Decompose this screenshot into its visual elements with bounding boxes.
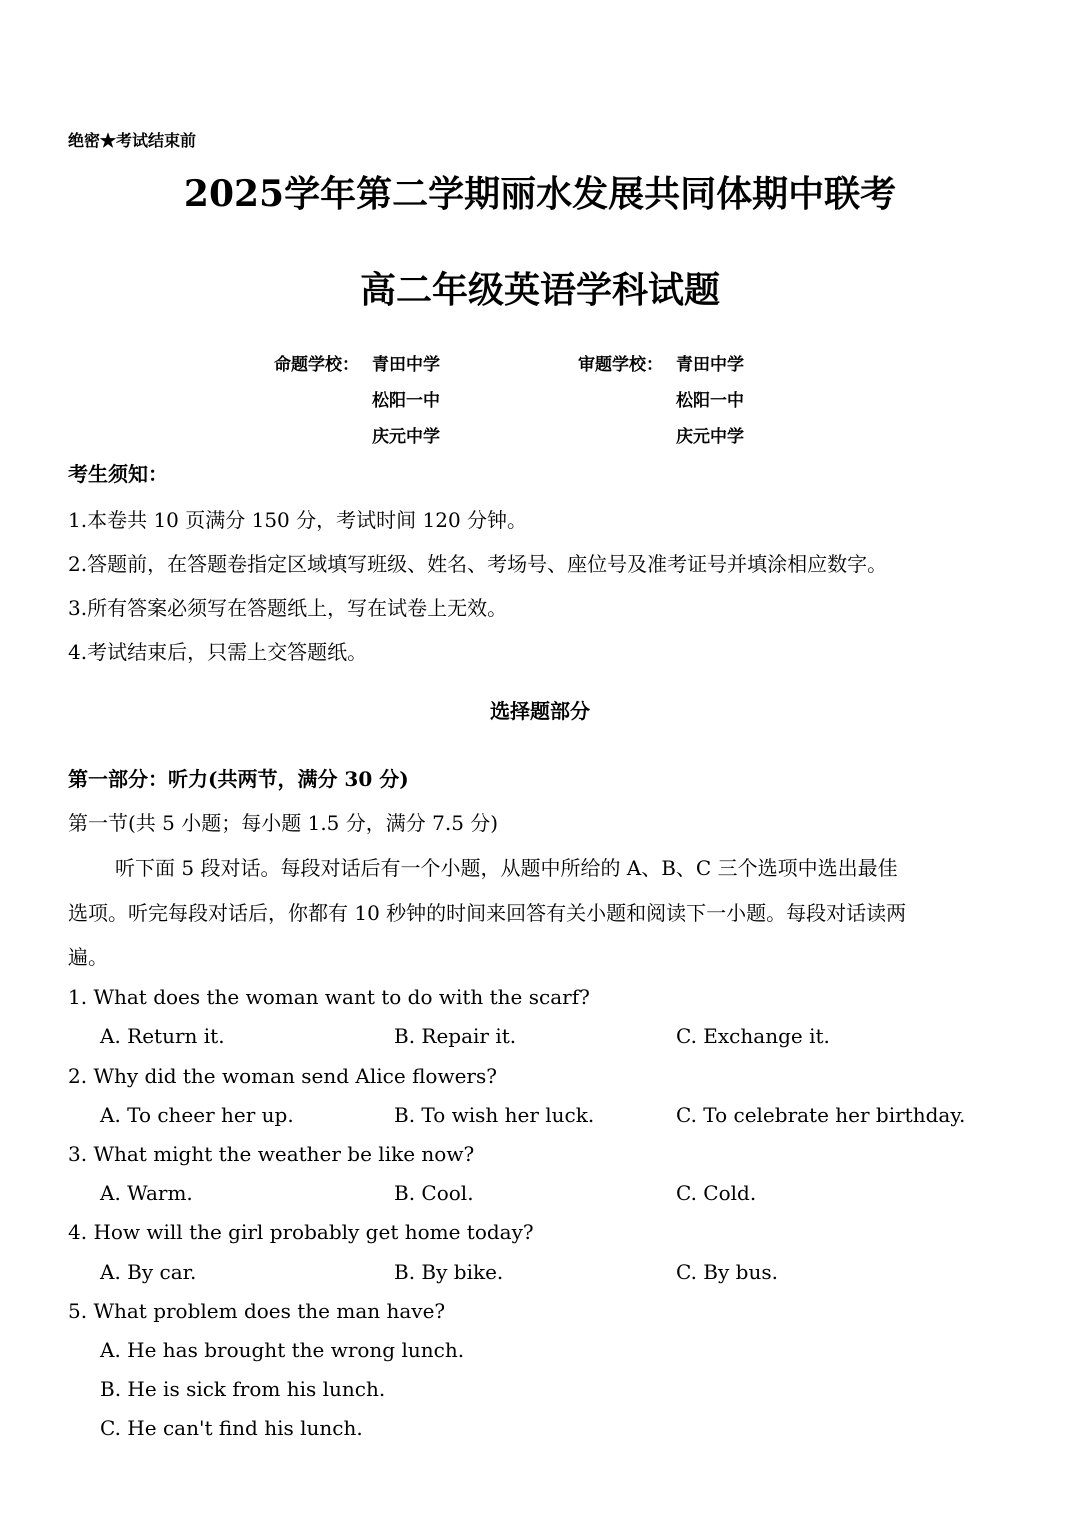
notice-item: 4.考试结束后，只需上交答题纸。 [68,640,368,664]
q2-option-a: A. To cheer her up. [100,1103,294,1127]
notice-heading: 考生须知： [68,462,168,486]
q2-option-b: B. To wish her luck. [394,1103,595,1127]
q5-option-b: B. He is sick from his lunch. [100,1377,386,1401]
instruction-line: 听下面 5 段对话。每段对话后有一个小题，从题中所给的 A、B、C 三个选项中选出最佳 [115,856,898,880]
q1-option-a: A. Return it. [100,1024,225,1048]
author-school-1: 青田中学 [372,355,440,375]
instruction-line: 选项。听完每段对话后，你都有 10 秒钟的时间来回答有关小题和阅读下一小题。每段对话读两 [68,901,907,925]
question-2: 2. Why did the woman send Alice flowers? [68,1064,497,1088]
review-school-2: 松阳一中 [676,391,744,411]
question-1: 1. What does the woman want to do with the scarf? [68,985,590,1009]
exam-subtitle: 高二年级英语学科试题 [359,269,720,311]
review-school-1: 青田中学 [676,355,744,375]
exam-title: 2025学年第二学期丽水发展共同体期中联考 [183,173,897,215]
part-heading: 第一部分：听力(共两节，满分 30 分) [68,767,409,791]
notice-item: 1.本卷共 10 页满分 150 分，考试时间 120 分钟。 [68,508,528,532]
q5-option-c: C. He can't find his lunch. [100,1416,363,1440]
question-4: 4. How will the girl probably get home today? [68,1220,534,1244]
q3-option-b: B. Cool. [394,1181,474,1205]
instruction-line: 遍。 [68,945,108,969]
q1-option-c: C. Exchange it. [676,1024,830,1048]
question-3: 3. What might the weather be like now? [68,1142,475,1166]
confidential-mark: 绝密★考试结束前 [68,131,197,150]
subsection-heading: 第一节(共 5 小题；每小题 1.5 分，满分 7.5 分) [68,811,499,835]
section-title: 选择题部分 [490,699,590,723]
notice-item: 3.所有答案必须写在答题纸上，写在试卷上无效。 [68,596,508,620]
q5-option-a: A. He has brought the wrong lunch. [100,1338,465,1362]
question-5: 5. What problem does the man have? [68,1299,446,1323]
q3-option-a: A. Warm. [100,1181,193,1205]
author-school-2: 松阳一中 [372,391,440,411]
author-school-3: 庆元中学 [372,427,440,447]
review-school-3: 庆元中学 [676,427,744,447]
q2-option-c: C. To celebrate her birthday. [676,1103,966,1127]
q3-option-c: C. Cold. [676,1181,757,1205]
q4-option-a: A. By car. [100,1260,197,1284]
notice-item: 2.答题前，在答题卷指定区域填写班级、姓名、考场号、座位号及准考证号并填涂相应数字。 [68,552,888,576]
review-schools-label: 审题学校： [578,355,663,375]
q4-option-b: B. By bike. [394,1260,504,1284]
author-schools-label: 命题学校： [274,355,359,375]
q4-option-c: C. By bus. [676,1260,778,1284]
q1-option-b: B. Repair it. [394,1024,517,1048]
